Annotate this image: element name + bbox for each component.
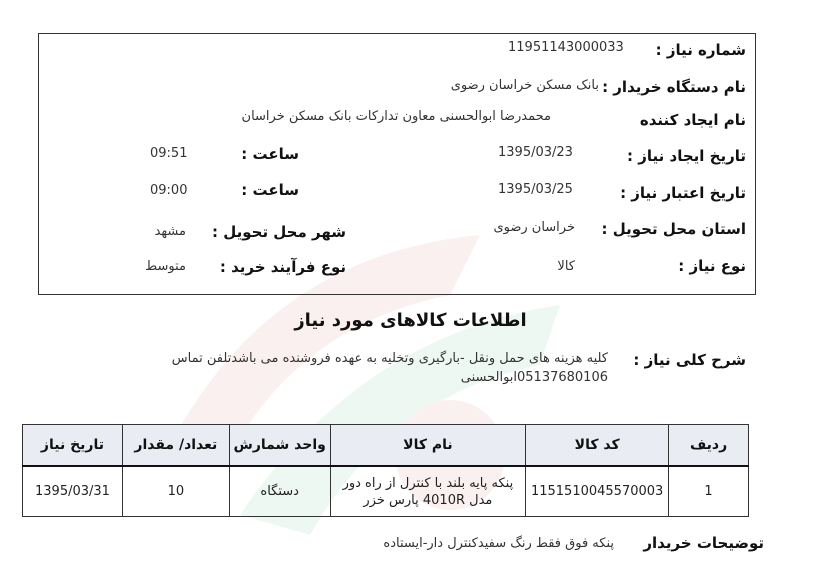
need-type: کالا <box>557 259 575 274</box>
created-date-label: تاریخ ایجاد نیاز : <box>627 147 746 165</box>
created-time: 09:51 <box>150 146 188 161</box>
row-code: 1151510045570003 <box>526 466 669 517</box>
table-header-row <box>23 425 749 467</box>
header-date: تاریخ نیاز <box>23 425 123 467</box>
header-code: کد کالا <box>526 425 669 467</box>
creator-label: نام ایجاد کننده <box>639 111 746 129</box>
row-date: 1395/03/31 <box>23 466 123 517</box>
valid-date-label: تاریخ اعتبار نیاز : <box>620 184 746 202</box>
process-type-label: نوع فرآیند خرید : <box>219 258 346 276</box>
province-label: استان محل تحویل : <box>601 220 746 238</box>
description-line-2: 05137680106ابوالحسنی <box>460 370 608 385</box>
need-number: 11951143000033 <box>508 40 624 55</box>
description-label: شرح کلی نیاز : <box>633 351 746 369</box>
row-goods-name <box>330 466 526 517</box>
city-label: شهر محل تحویل : <box>211 223 346 241</box>
description-line-1: کلیه هزینه های حمل ونقل -بارگیری وتخلیه به عهده فروشنده می باشدتلفن تماس <box>171 351 608 366</box>
need-type-label: نوع نیاز : <box>678 257 746 275</box>
row-qty: 10 <box>122 466 229 517</box>
valid-date: 1395/03/25 <box>498 182 573 197</box>
created-date: 1395/03/23 <box>498 145 573 160</box>
valid-time-label: ساعت : <box>241 181 299 199</box>
table-row <box>23 466 749 517</box>
creator: محمدرضا ابوالحسنی معاون تدارکات بانک مسکن خراسان <box>241 109 551 124</box>
row-goods-name-line-1: پنکه پایه بلند با کنترل از راه دور <box>342 475 514 491</box>
header-unit: واحد شمارش <box>229 425 330 467</box>
header-index: ردیف <box>669 425 749 467</box>
buyer-notes-text: پنکه فوق فقط رنگ سفیدکنترل دار-ایستاده <box>383 536 614 551</box>
header-name: نام کالا <box>330 425 526 467</box>
need-number-label: شماره نیاز : <box>655 41 746 59</box>
province: خراسان رضوی <box>493 220 575 235</box>
process-type: متوسط <box>145 259 186 274</box>
row-goods-name-line-2: مدل 4010R پارس خزر <box>363 492 493 508</box>
created-time-label: ساعت : <box>241 145 299 163</box>
row-index: 1 <box>669 466 749 517</box>
header-qty: تعداد/ مقدار <box>122 425 229 467</box>
buyer-org: بانک مسکن خراسان رضوی <box>450 78 599 93</box>
buyer-org-label: نام دستگاه خریدار : <box>602 78 746 96</box>
row-unit: دستگاه <box>229 466 330 517</box>
items-table <box>22 424 749 517</box>
valid-time: 09:00 <box>150 183 188 198</box>
buyer-notes-label: توضیحات خریدار <box>643 534 764 552</box>
section-title: اطلاعات کالاهای مورد نیاز <box>294 310 527 331</box>
city: مشهد <box>154 224 186 239</box>
